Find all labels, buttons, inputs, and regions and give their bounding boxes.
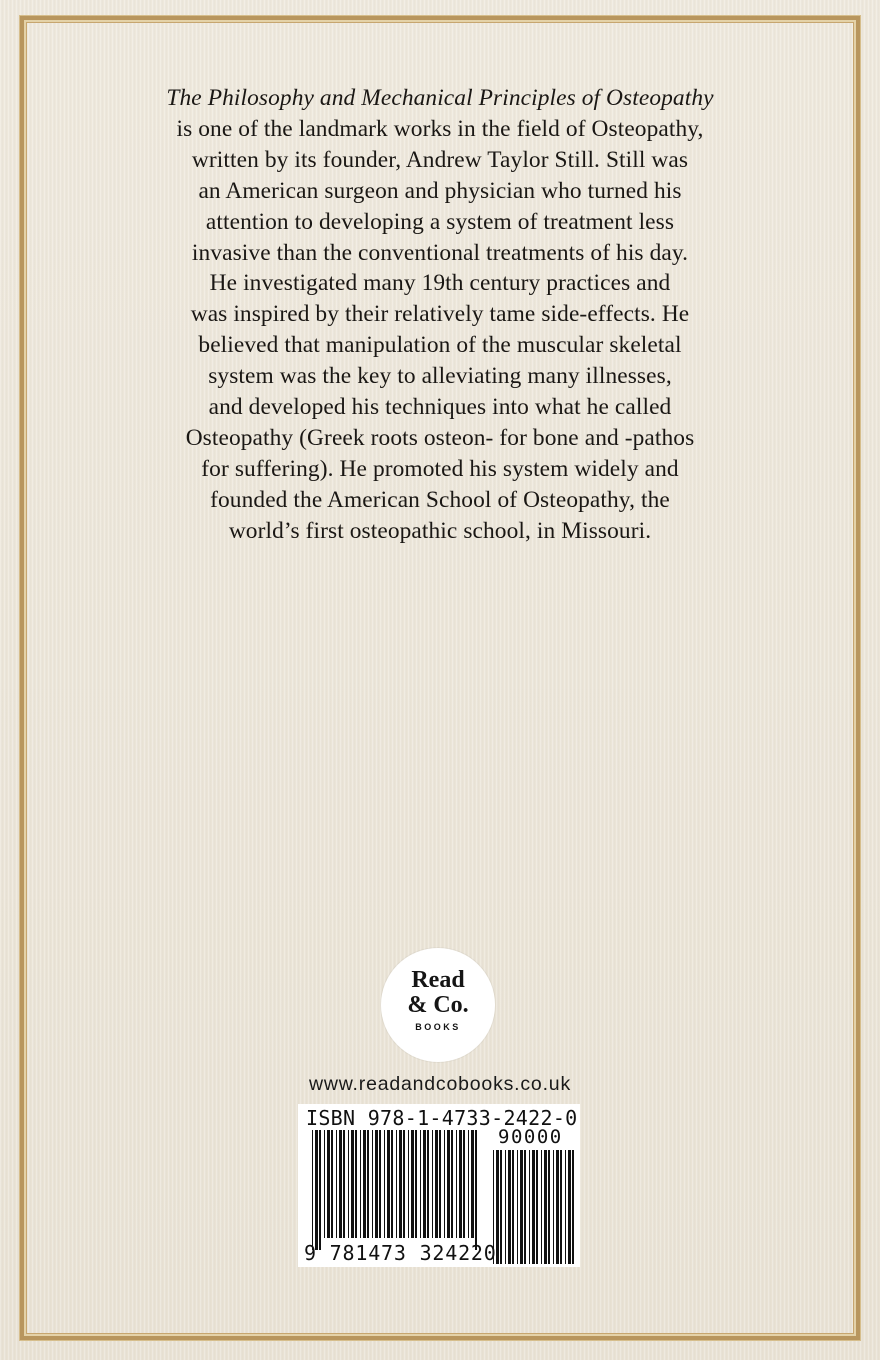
barcode-bar [508,1150,511,1264]
barcode-bar [572,1150,574,1264]
barcode-bar [468,1130,469,1238]
barcode-bar [432,1130,433,1238]
barcode-bar [556,1150,559,1264]
barcode-bar [319,1130,321,1250]
barcode-bar [435,1130,438,1238]
barcode-bar [444,1130,445,1238]
barcode-bar [312,1130,313,1250]
book-description [100,83,780,547]
logo-books: BOOKS [415,1022,461,1032]
description-line: believed that manipulation of the muscular skeletal [198,332,682,359]
barcode-bar [524,1150,526,1264]
barcode-bar [517,1150,518,1264]
description-line: written by its founder, Andrew Taylor Still. Still was [191,146,689,173]
barcode-bar [387,1130,390,1238]
barcode-bar [544,1150,547,1264]
isbn-label: ISBN 978-1-4733-2422-0 [306,1106,578,1130]
barcode-bar [568,1150,571,1264]
publisher-logo [381,948,495,1062]
barcode-bar [427,1130,429,1238]
barcode-bar [536,1150,538,1264]
barcode-bar [463,1130,465,1238]
barcode-bar [439,1130,441,1238]
barcode-bar [315,1130,318,1250]
description-line: is one of the landmark works in the field of Osteopathy, [176,115,704,142]
barcode-bar [343,1130,345,1238]
isbn-barcode [298,1104,580,1267]
barcode-bar [420,1130,421,1238]
description-line: founded the American School of Osteopathy, the [210,486,670,513]
barcode-bar [553,1150,554,1264]
barcode-bar [336,1130,337,1238]
barcode-bar [520,1150,523,1264]
barcode-bar [459,1130,462,1238]
barcode-bar [403,1130,405,1238]
barcode-bar [355,1130,357,1238]
barcode-bar [367,1130,369,1238]
barcode-bar [360,1130,361,1238]
barcode-bar [324,1130,325,1238]
barcode-bar [471,1130,474,1238]
barcode-bar [529,1150,530,1264]
ean-digits: 9 781473 324220 [304,1241,497,1265]
description-line: system was the key to alleviating many illnesses, [208,363,672,390]
description-line: was inspired by their relatively tame side-effects. He [190,301,690,328]
barcode-bar [565,1150,566,1264]
barcode-bar [456,1130,457,1238]
description-line: world’s first osteopathic school, in Missouri. [228,517,652,544]
barcode-bar [327,1130,330,1238]
addon-number: 90000 [498,1126,563,1148]
barcode-bar [512,1150,514,1264]
barcode-bar [560,1150,562,1264]
barcode-bar [408,1130,409,1238]
logo-read: Read [411,967,465,993]
barcode-bar [363,1130,366,1238]
barcode-bar [384,1130,385,1238]
barcode-bar [379,1130,381,1238]
description-line: for suffering). He promoted his system widely and [201,455,679,482]
barcode-bar [505,1150,506,1264]
barcode-bar [375,1130,378,1238]
barcode-bar [415,1130,417,1238]
publisher-website: www.readandcobooks.co.uk [308,1073,571,1095]
barcode-bar [541,1150,542,1264]
logo-and-co: & Co. [407,992,469,1018]
description-line: an American surgeon and physician who turned his [198,177,682,204]
barcode-bar [348,1130,349,1238]
barcode-bar [372,1130,373,1238]
barcode-bar [396,1130,397,1238]
description-line: and developed his techniques into what he called [208,394,672,421]
description-line: Osteopathy (Greek roots osteon- for bone and -pathos [185,424,695,451]
barcode-bar [475,1130,477,1250]
description-line: invasive than the conventional treatments of his day. [191,239,689,266]
barcode-bar [548,1150,550,1264]
barcode-bar [447,1130,450,1238]
barcode-bar [500,1150,502,1264]
barcode-bar [423,1130,426,1238]
barcode-bar [391,1130,393,1238]
barcode-bar [451,1130,453,1238]
description-line: He investigated many 19th century practices and [209,270,671,297]
description-line: attention to developing a system of treatment less [205,208,675,235]
barcode-bar [339,1130,342,1238]
barcode-bar [532,1150,535,1264]
barcode-bar [411,1130,414,1238]
barcode-bar [351,1130,354,1238]
book-title: The Philosophy and Mechanical Principles of Osteopathy [166,85,714,111]
barcode-bar [331,1130,333,1238]
barcode-bar [399,1130,402,1238]
